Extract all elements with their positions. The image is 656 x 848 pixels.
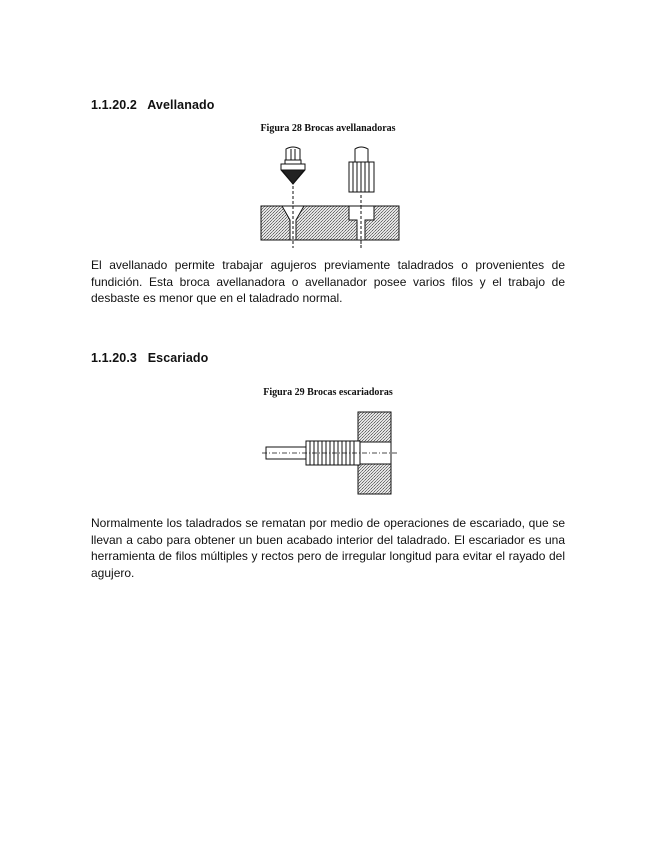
section-number: 1.1.20.3: [91, 351, 137, 365]
paragraph-avellanado: El avellanado permite trabajar agujeros previamente taladrados o provenientes de fundición. Esta broca avellanadora o avellanador posee varios filos y el trabajo de desbaste es menor que en el taladrado normal.: [91, 258, 565, 305]
section-heading-escariado: [91, 351, 208, 365]
figure-caption-28: Figura 28 Brocas avellanadoras: [260, 123, 396, 134]
figure-caption-29: Figura 29 Brocas escariadoras: [263, 387, 393, 398]
workpiece: [261, 206, 399, 240]
section-title: Avellanado: [147, 98, 215, 112]
section-heading-avellanado: [91, 98, 214, 112]
section-title: Escariado: [147, 351, 209, 365]
reamer-illustration: [260, 410, 400, 496]
section-number: 1.1.20.2: [91, 98, 137, 112]
paragraph-escariado: Normalmente los taladrados se rematan por medio de operaciones de escariado, que se llevan a cabo para obtener un buen acabado interior del taladrado. El escariador es una herramienta de filos múltiples y rectos pero de irregular longitud para evitar el rayado del agujero.: [91, 516, 565, 580]
countersink-drills-illustration: [255, 140, 405, 250]
